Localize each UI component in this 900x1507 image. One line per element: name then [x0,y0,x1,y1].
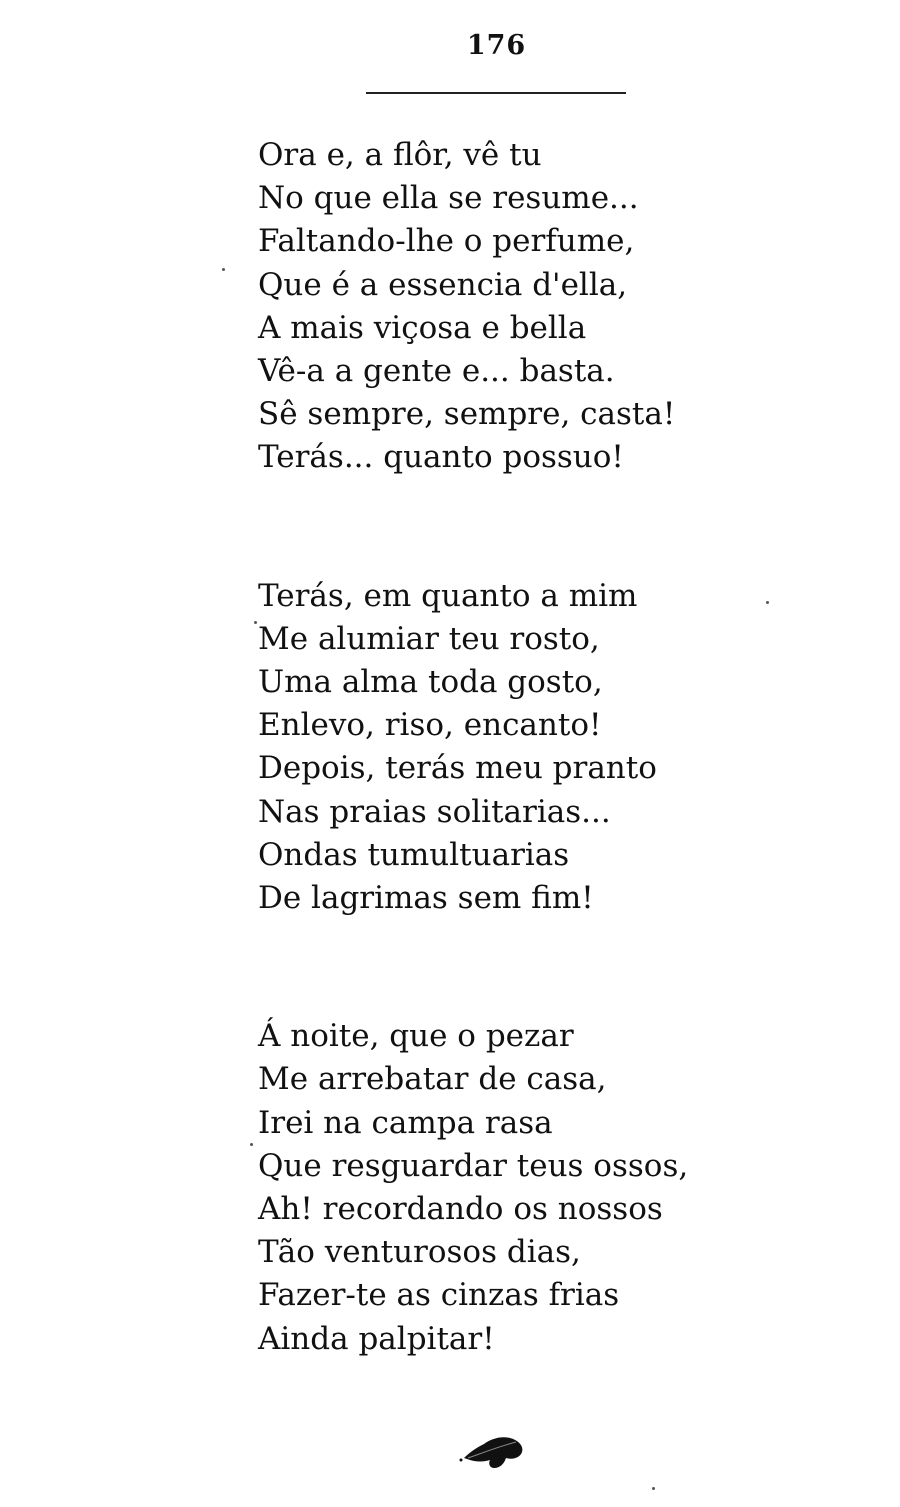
poem-line: Ainda palpitar! [258,1320,495,1357]
poem-line: A mais viçosa e bella [258,309,587,346]
poem-line: No que ella se resume... [258,180,639,217]
poem-line: Ondas tumultuarias [258,836,570,873]
poem-line: Ora e, a flôr, vê tu [258,137,542,173]
poem-line: Que é a essencia d'ella, [258,266,628,303]
poem-line: Ah! recordando os nossos [258,1191,663,1228]
poem-line: Depois, terás meu pranto [258,750,657,787]
poem-line: De lagrimas sem fim! [258,880,594,917]
poem-line: Nas praias solitarias... [258,793,611,830]
ornament-leaf-icon [458,1428,528,1472]
stanza-1 [258,134,878,480]
poem-line: Me arrebatar de casa, [258,1061,607,1098]
poem-line: Á noite, que o pezar [258,1018,574,1055]
page-number: 176 [466,30,527,61]
poem-line: Que resguardar teus ossos, [258,1147,689,1184]
poem-line: Uma alma toda gosto, [258,664,603,701]
poem-line: Tão venturosos dias, [258,1234,581,1271]
poem-line: Terás... quanto possuo! [258,439,624,476]
poem-line: Vê-a a gente e... basta. [258,353,615,390]
print-speck [766,601,769,604]
poem-line: Me alumiar teu rosto, [258,620,600,657]
poem-line: Terás, em quanto a mim [258,577,638,614]
poem-line: Sê sempre, sempre, casta! [258,396,676,433]
print-speck [652,1487,655,1490]
stanza-2 [258,575,878,921]
print-speck [254,621,257,624]
header-rule [366,92,626,94]
print-speck [250,1143,253,1146]
poem-line: Fazer-te as cinzas frias [258,1277,620,1314]
poem-line: Irei na campa rasa [258,1104,553,1141]
print-speck [222,268,225,271]
poem-line: Faltando-lhe o perfume, [258,223,635,260]
stanza-3 [258,1015,878,1361]
poem [258,134,878,1361]
poem-line: Enlevo, riso, encanto! [258,707,602,744]
